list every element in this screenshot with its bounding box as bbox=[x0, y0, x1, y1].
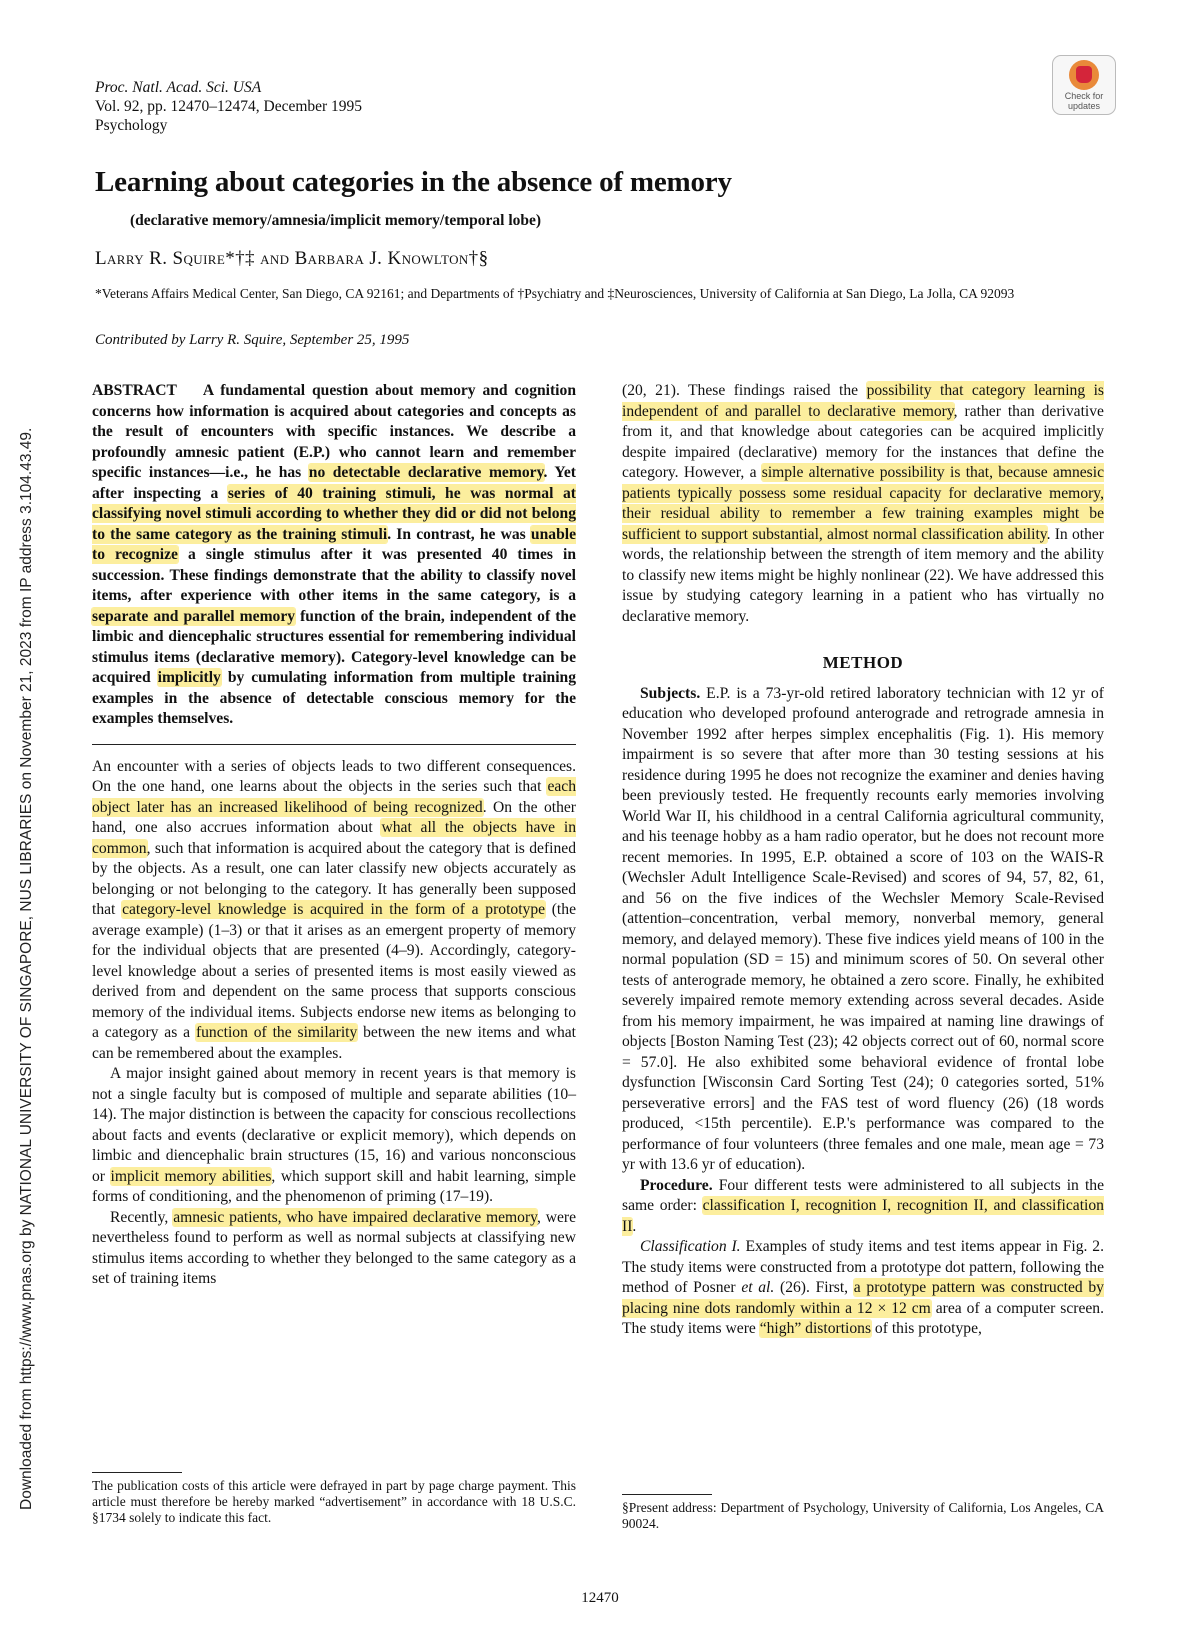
text-run: between the new items and what can be remembered about the examples. bbox=[92, 1024, 576, 1062]
text-run: (26). First, bbox=[774, 1279, 854, 1296]
highlight[interactable]: function of the similarity bbox=[195, 1024, 358, 1041]
footnote-rule-left bbox=[92, 1472, 182, 1473]
footnote-right: §Present address: Department of Psychology, University of California, Los Angeles, CA 90024. bbox=[622, 1500, 1104, 1531]
footnote-rule-right bbox=[622, 1494, 712, 1495]
download-note: Downloaded from https://www.pnas.org by NATIONAL UNIVERSITY OF SINGAPORE, NUS LIBRARIES on November 21, 2023 from IP address 3.104.43.49. bbox=[18, 427, 35, 1510]
method-heading: METHOD bbox=[822, 653, 904, 672]
text-run: . In other words, the relationship between the strength of item memory and the ability to classify new items might be highly nonlinear (22). We have addressed this issue by studying category learning in a patient who has virtually no declarative memory. bbox=[622, 525, 1104, 625]
journal-header bbox=[95, 78, 362, 135]
highlight[interactable]: “high” distortions bbox=[759, 1320, 872, 1337]
journal-volume: Vol. 92, pp. 12470–12474, December 1995 bbox=[95, 98, 363, 115]
intro-paragraph-2 bbox=[92, 1064, 576, 1208]
text-run: , were nevertheless found to perform as well as normal subjects at classifying new stimulus items according to whether they belonged to the same category as a set of training items bbox=[92, 1208, 576, 1287]
text-run: A fundamental question about memory and cognition concerns how information is acquired about categories and concepts as the result of encounters with specific instances. We describe a profoundly amnesic patient (E.P.) who cannot learn and remember specific instances—i.e., he has bbox=[92, 382, 576, 481]
highlight[interactable]: amnesic patients, who have impaired declarative memory bbox=[173, 1208, 537, 1226]
check-for-updates-button[interactable] bbox=[1052, 55, 1116, 115]
subjects-paragraph bbox=[622, 684, 1104, 1176]
highlight[interactable]: simple alternative possibility is that, because amnesic patients typically possess some residual capacity for declarative memory, their residual ability to remember a few training examples might be sufficient to support substantial, almost normal classification ability bbox=[622, 464, 1104, 543]
text-run: function of the brain, independent of the limbic and diencephalic structures essential for remembering individual stimulus items (declarative memory). Category-level knowledge can be acquired bbox=[92, 607, 576, 686]
text-run: . In contrast, he was bbox=[387, 525, 531, 543]
contributed-line: Contributed by Larry R. Squire, September 25, 1995 bbox=[95, 332, 410, 348]
right-column bbox=[622, 381, 1104, 1340]
article-authors: Larry R. Squire*†‡ and Barbara J. Knowlton†§ bbox=[95, 248, 489, 269]
journal-section: Psychology bbox=[95, 117, 168, 134]
highlight[interactable]: classification I, recognition I, recognition II, and classification II bbox=[622, 1197, 1104, 1235]
text-run: (20, 21). These findings raised the bbox=[622, 382, 867, 399]
classification-paragraph bbox=[622, 1237, 1104, 1340]
spacer bbox=[92, 730, 576, 744]
text-run: Recently, bbox=[110, 1208, 174, 1226]
text-run: , which support skill and habit learning, simple forms of conditioning, and the phenomenon of priming (17–19). bbox=[92, 1167, 576, 1205]
page-number: 12470 bbox=[581, 1590, 619, 1606]
highlight[interactable]: unable to recognize bbox=[92, 525, 576, 563]
highlight[interactable]: no detectable declarative memory bbox=[308, 464, 544, 481]
highlight[interactable]: implicit memory abilities bbox=[110, 1167, 272, 1185]
highlight[interactable]: separate and parallel memory bbox=[92, 607, 296, 625]
article-keywords: (declarative memory/amnesia/implicit memory/temporal lobe) bbox=[130, 212, 542, 229]
text-run: , such that information is acquired about the category that is defined by the objects. As a result, one can later classify new objects accurately as belonging or not belonging to the category. It has generally been supposed that bbox=[92, 839, 576, 918]
procedure-label: Procedure. bbox=[640, 1176, 713, 1194]
highlight[interactable]: what all the objects have in common bbox=[92, 819, 576, 857]
check-for-updates-label: Check for updates bbox=[1064, 91, 1104, 111]
text-run: . On the other hand, one also accrues information about bbox=[92, 798, 576, 836]
text-run: (the average example) (1–3) or that it arises as an emergent property of memory for the individual objects that are presented (4–9). Accordingly, category-level knowledge about a series of presented items is most easily viewed as derived from and dependent on the same process that supports conscious memory of the individual items. Subjects endorse new items as belonging to a category as a bbox=[92, 901, 576, 1041]
abstract-label: ABSTRACT bbox=[92, 382, 177, 399]
highlight[interactable]: a prototype pattern was constructed by placing nine dots randomly within a 12 × 12 cm bbox=[622, 1279, 1104, 1317]
text-run: Examples of study items and test items appear in Fig. 2. The study items were constructed from a prototype dot pattern, following the method of Posner bbox=[622, 1238, 1105, 1296]
procedure-paragraph bbox=[622, 1176, 1104, 1238]
text-run: area of a computer screen. The study items were bbox=[622, 1299, 1105, 1337]
text-run: E.P. is a 73-yr-old retired laboratory technician with 12 yr of education who developed profound anterograde and retrograde amnesia in November 1992 after herpes simplex encephalitis (Fig. 1). His memory impairment is so severe that after more than 30 testing sessions at his residence during 1995 he does not recognize the examiner and denies having been previously tested. He frequently recounts early memories involving World War II, his childhood in a central California agricultural community, and his teenage hobby as a ham radio operator, but he does not recount more recent memories. In 1995, E.P. obtained a score of 103 on the WAIS-R (Wechsler Adult Intelligence Scale-Revised) and scores of 94, 57, 82, 61, and 56 on the five indices of the Wechsler Memory Scale-Revised (attention–concentration, verbal memory, nonverbal memory, general memory, and delayed memory). These five indices yield means of 100 in the normal population (SD = 15) and minimum scores of 50. On several other tests of anterograde memory, he obtained a zero score. Finally, he exhibited severely impaired remote memory extending across several decades. Aside from his memory impairment, he was impaired at naming line drawings of objects [Boston Naming Test (23); 42 objects correct out of 60, normal score = 57.0]. He also exhibited some behavioral evidence of frontal lobe dysfunction [Wisconsin Card Sorting Test (24); 0 categories sorted, 51% perseverative errors] and the FAS test of word fluency (26) (18 words produced, <15th percentile). E.P.'s performance was compared to the performance of four volunteers (three females and one male, mean age = 73 yr with 13.6 yr of education). bbox=[622, 684, 1104, 1173]
highlight[interactable]: each object later has an increased likelihood of being recognized bbox=[92, 778, 576, 816]
text-run: An encounter with a series of objects leads to two different consequences. On the one hand, one learns about the objects in the series such that bbox=[92, 757, 576, 795]
text-run: . Yet after inspecting a bbox=[92, 464, 576, 502]
text-run: a single stimulus after it was presented 40 times in succession. These findings demonstrate that the ability to classify novel items, after experience with other items in the same category, is a bbox=[92, 546, 577, 604]
article-affiliation: *Veterans Affairs Medical Center, San Diego, CA 92161; and Departments of †Psychiatry and ‡Neurosciences, University of California at San Diego, La Jolla, CA 92093 bbox=[95, 286, 1015, 301]
text-run: by cumulating information from multiple training examples in the absence of detectable conscious memory for the examples themselves. bbox=[92, 669, 576, 727]
classification-label: Classification I. bbox=[640, 1238, 741, 1255]
article-title: Learning about categories in the absence of memory bbox=[95, 166, 732, 198]
journal-name: Proc. Natl. Acad. Sci. USA bbox=[95, 79, 262, 96]
text-run: A major insight gained about memory in recent years is that memory is not a single faculty but is composed of multiple and separate abilities (10–14). The major distinction is between the capacity for conscious recollections about facts and events (declarative or explicit memory), which depends on limbic and diencephalic brain structures (15, 16) and various nonconscious or bbox=[92, 1065, 576, 1185]
text-run: . bbox=[632, 1217, 637, 1235]
text-run: Four different tests were administered to all subjects in the same order: bbox=[622, 1176, 1104, 1214]
intro-continuation bbox=[622, 381, 1104, 627]
highlight[interactable]: series of 40 training stimuli, he was normal at classifying novel stimuli according to whether they did or did not belong to the same category as the training stimuli bbox=[92, 484, 576, 543]
left-column bbox=[92, 381, 576, 1290]
abstract-paragraph bbox=[92, 381, 576, 730]
bookmark-icon bbox=[1069, 60, 1099, 90]
text-run: et al. bbox=[741, 1279, 775, 1296]
text-run: of this prototype, bbox=[871, 1320, 982, 1337]
subjects-label: Subjects. bbox=[640, 684, 701, 702]
intro-paragraph-3 bbox=[92, 1208, 576, 1290]
spacer bbox=[92, 745, 576, 757]
highlight[interactable]: implicitly bbox=[157, 669, 221, 686]
highlight[interactable]: possibility that category learning is independent of and parallel to declarative memory bbox=[622, 382, 1104, 420]
intro-paragraph-1 bbox=[92, 757, 576, 1065]
footnote-left: The publication costs of this article were defrayed in part by page charge payment. This article must therefore be hereby marked “advertisement” in accordance with 18 U.S.C. §1734 solely to indicate this fact. bbox=[92, 1478, 576, 1525]
text-run: , rather than derivative from it, and that knowledge about categories can be acquired implicitly despite impaired (declarative) memory for the instances that define the category. However, a bbox=[622, 402, 1104, 481]
highlight[interactable]: category-level knowledge is acquired in the form of a prototype bbox=[122, 901, 546, 918]
